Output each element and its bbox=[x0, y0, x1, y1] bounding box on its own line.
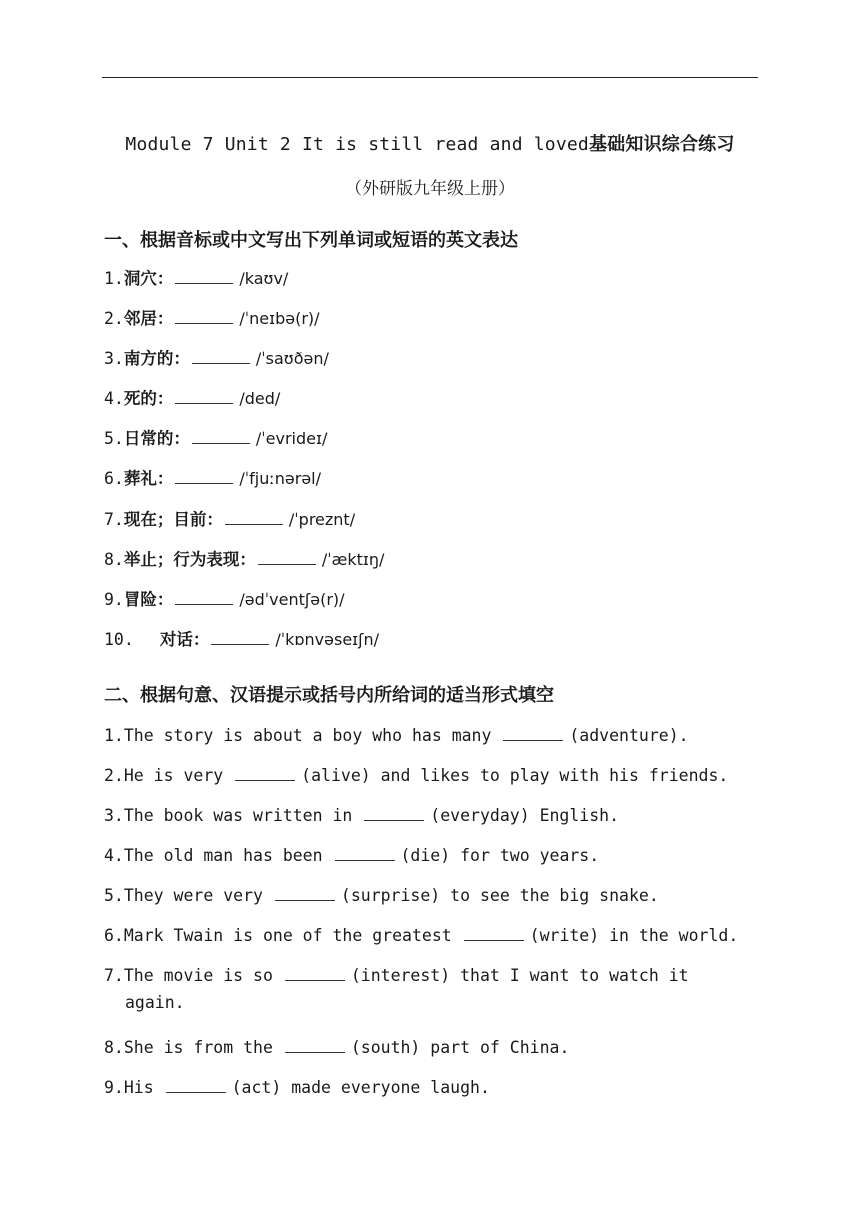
sentence-start: The old man has been bbox=[123, 846, 323, 866]
sentence-start: He is very bbox=[123, 766, 224, 786]
section2-heading: 二、根据句意、汉语提示或括号内所给词的适当形式填空 bbox=[104, 685, 554, 706]
s2-item-3 bbox=[104, 802, 619, 825]
answer-blank[interactable] bbox=[275, 882, 335, 901]
sentence-start: The book was written in bbox=[123, 806, 353, 826]
chinese-hint: 对话： bbox=[159, 630, 210, 650]
item-number: 3. bbox=[104, 806, 124, 826]
s1-item-2 bbox=[104, 305, 320, 329]
s2-item-8 bbox=[104, 1034, 569, 1057]
answer-blank[interactable] bbox=[192, 425, 250, 444]
chinese-hint: 日常的： bbox=[123, 429, 190, 449]
s1-item-1 bbox=[104, 265, 288, 289]
answer-blank[interactable] bbox=[335, 842, 395, 861]
chinese-hint: 举止；行为表现： bbox=[123, 550, 256, 570]
item-number: 8. bbox=[104, 1038, 124, 1058]
item-number: 9. bbox=[104, 590, 124, 610]
item-number: 10. bbox=[104, 630, 134, 650]
s1-item-9 bbox=[104, 586, 345, 610]
item-number: 1. bbox=[104, 726, 124, 746]
chinese-hint: 死的： bbox=[123, 389, 174, 409]
title-chinese: 基础知识综合练习 bbox=[588, 134, 735, 155]
sentence-start: His bbox=[123, 1078, 154, 1098]
phonetic: /ˈkɒnvəseɪʃn/ bbox=[275, 630, 380, 650]
sentence-start: The story is about a boy who has many bbox=[123, 726, 492, 746]
phonetic: /ˈæktɪŋ/ bbox=[321, 550, 385, 570]
sentence-end: (everyday) English. bbox=[430, 806, 620, 826]
sentence-end: (alive) and likes to play with his friends. bbox=[301, 766, 729, 786]
item-number: 1. bbox=[104, 269, 124, 289]
phonetic: /ˈfjuːnərəl/ bbox=[239, 469, 322, 489]
section1-heading: 一、根据音标或中文写出下列单词或短语的英文表达 bbox=[104, 230, 518, 251]
sentence-end: (die) for two years. bbox=[400, 846, 600, 866]
answer-blank[interactable] bbox=[235, 762, 295, 781]
s1-item-6 bbox=[104, 465, 321, 489]
item-number: 7. bbox=[104, 510, 124, 530]
phonetic: /kaʊv/ bbox=[239, 269, 289, 289]
answer-blank[interactable] bbox=[175, 265, 233, 284]
s1-item-5 bbox=[104, 425, 327, 449]
sentence-start: They were very bbox=[123, 886, 263, 906]
item-number: 9. bbox=[104, 1078, 124, 1098]
phonetic: /ˈevrideɪ/ bbox=[255, 429, 328, 449]
s2-item-9 bbox=[104, 1074, 490, 1097]
s2-item-7-continuation: again. bbox=[125, 993, 185, 1012]
answer-blank[interactable] bbox=[285, 962, 345, 981]
chinese-hint: 冒险： bbox=[123, 590, 174, 610]
item-number: 6. bbox=[104, 926, 124, 946]
chinese-hint: 洞穴： bbox=[123, 269, 174, 289]
answer-blank[interactable] bbox=[192, 345, 250, 364]
s2-item-5 bbox=[104, 882, 659, 905]
item-number: 5. bbox=[104, 429, 124, 449]
answer-blank[interactable] bbox=[464, 922, 524, 941]
answer-blank[interactable] bbox=[225, 506, 283, 525]
item-number: 5. bbox=[104, 886, 124, 906]
page-title bbox=[0, 130, 860, 156]
sentence-end: (interest) that I want to watch it bbox=[350, 966, 689, 986]
item-number: 3. bbox=[104, 349, 124, 369]
s1-item-8 bbox=[104, 546, 384, 570]
item-number: 4. bbox=[104, 389, 124, 409]
phonetic: /ˈsaʊðən/ bbox=[255, 349, 329, 369]
s2-item-2 bbox=[104, 762, 728, 785]
phonetic: /ded/ bbox=[239, 389, 281, 409]
phonetic: /ˈneɪbə(r)/ bbox=[239, 309, 320, 329]
answer-blank[interactable] bbox=[211, 626, 269, 645]
sentence-end: (south) part of China. bbox=[350, 1038, 570, 1058]
phonetic: /ˈpreznt/ bbox=[288, 510, 356, 530]
s1-item-10 bbox=[104, 626, 379, 650]
sentence-end: (adventure). bbox=[569, 726, 689, 746]
sentence-end: (act) made everyone laugh. bbox=[231, 1078, 490, 1098]
answer-blank[interactable] bbox=[364, 802, 424, 821]
chinese-hint: 南方的： bbox=[123, 349, 190, 369]
sentence-start: She is from the bbox=[123, 1038, 273, 1058]
sentence-end: (surprise) to see the big snake. bbox=[340, 886, 659, 906]
item-number: 6. bbox=[104, 469, 124, 489]
s2-item-6 bbox=[104, 922, 738, 945]
s2-item-4 bbox=[104, 842, 599, 865]
answer-blank[interactable] bbox=[258, 546, 316, 565]
answer-blank[interactable] bbox=[285, 1034, 345, 1053]
chinese-hint: 葬礼： bbox=[123, 469, 174, 489]
phonetic: /ədˈventʃə(r)/ bbox=[239, 590, 345, 610]
answer-blank[interactable] bbox=[175, 465, 233, 484]
chinese-hint: 邻居： bbox=[123, 309, 174, 329]
item-number: 2. bbox=[104, 309, 124, 329]
chinese-hint: 现在；目前： bbox=[123, 510, 223, 530]
answer-blank[interactable] bbox=[503, 722, 563, 741]
answer-blank[interactable] bbox=[166, 1074, 226, 1093]
header-rule bbox=[102, 77, 758, 78]
s1-item-7 bbox=[104, 506, 355, 530]
item-number: 4. bbox=[104, 846, 124, 866]
s1-item-4 bbox=[104, 385, 280, 409]
answer-blank[interactable] bbox=[175, 586, 233, 605]
answer-blank[interactable] bbox=[175, 385, 233, 404]
s2-item-7 bbox=[104, 962, 689, 985]
s2-item-1 bbox=[104, 722, 689, 745]
item-number: 2. bbox=[104, 766, 124, 786]
item-number: 7. bbox=[104, 966, 124, 986]
item-number: 8. bbox=[104, 550, 124, 570]
sentence-start: Mark Twain is one of the greatest bbox=[123, 926, 452, 946]
s1-item-3 bbox=[104, 345, 329, 369]
sentence-end: (write) in the world. bbox=[529, 926, 739, 946]
title-english: Module 7 Unit 2 It is still read and loved bbox=[125, 134, 589, 155]
answer-blank[interactable] bbox=[175, 305, 233, 324]
page-subtitle: （外研版九年级上册） bbox=[345, 179, 515, 199]
sentence-start: The movie is so bbox=[123, 966, 273, 986]
